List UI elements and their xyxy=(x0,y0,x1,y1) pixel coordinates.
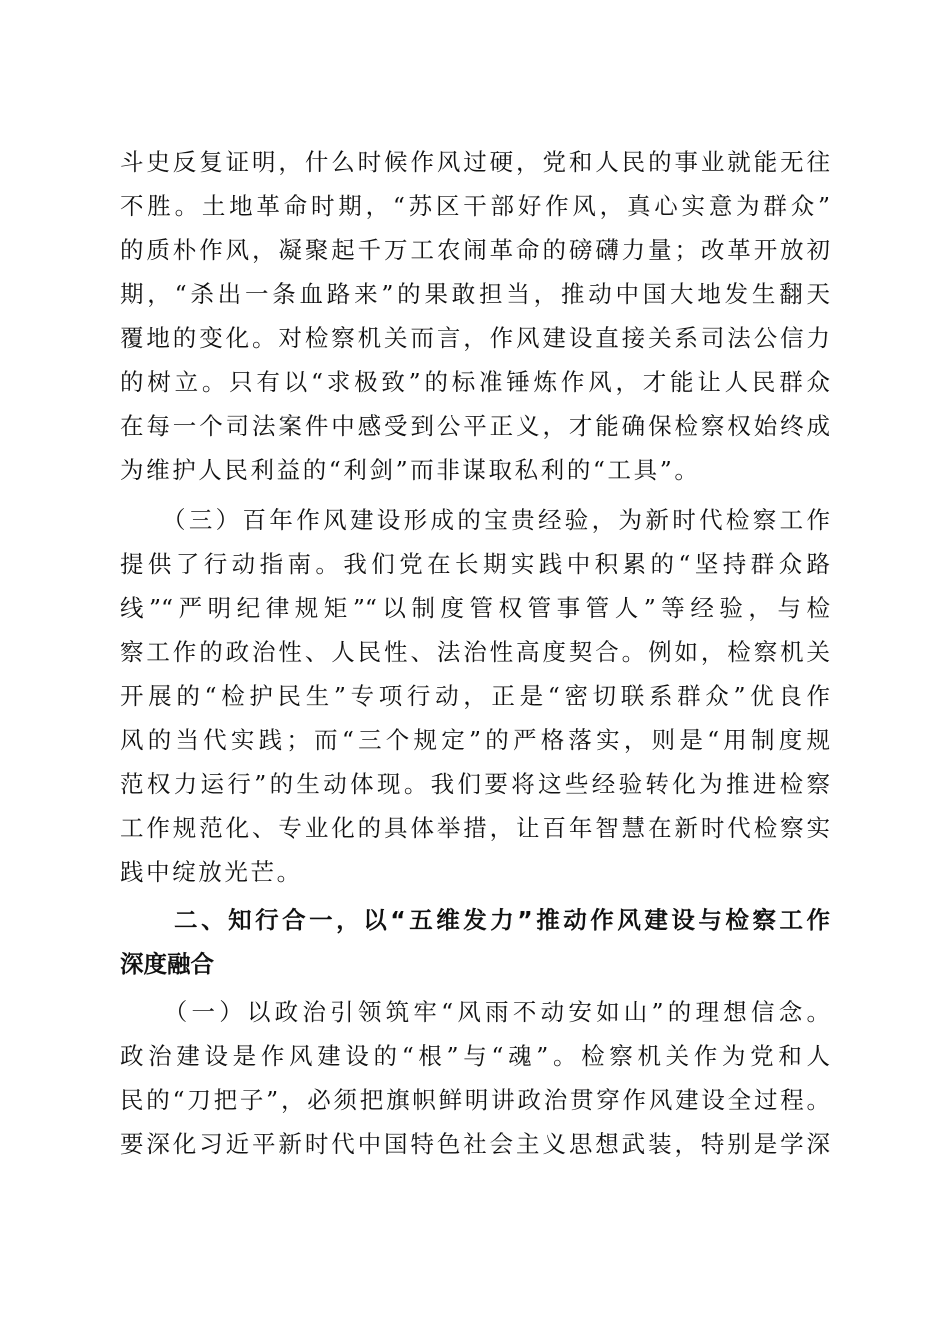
text-line: 期，“杀出一条血路来”的果敢担当，推动中国大地发生翻天 xyxy=(120,280,830,308)
text-line: 开展的“检护民生”专项行动，正是“密切联系群众”优良作 xyxy=(120,682,830,710)
text-line: 的树立。只有以“求极致”的标准锤炼作风，才能让人民群众 xyxy=(120,368,830,396)
text-line: 的质朴作风，凝聚起千万工农闹革命的磅礴力量；改革开放初 xyxy=(120,236,830,264)
text-line: （一）以政治引领筑牢“风雨不动安如山”的理想信念。 xyxy=(120,998,830,1026)
text-line: 在每一个司法案件中感受到公平正义，才能确保检察权始终成 xyxy=(120,412,830,440)
text-line: 提供了行动指南。我们党在长期实践中积累的“坚持群众路 xyxy=(120,550,830,578)
text-line: 民的“刀把子”，必须把旗帜鲜明讲政治贯穿作风建设全过程。 xyxy=(120,1086,830,1114)
text-line: 政治建设是作风建设的“根”与“魂”。检察机关作为党和人 xyxy=(120,1042,830,1070)
section-heading: 深度融合 xyxy=(120,950,214,978)
text-line: 践中绽放光芒。 xyxy=(120,858,303,886)
text-line: 要深化习近平新时代中国特色社会主义思想武装，特别是学深 xyxy=(120,1130,830,1158)
text-line: 覆地的变化。对检察机关而言，作风建设直接关系司法公信力 xyxy=(120,324,830,352)
text-line: 工作规范化、专业化的具体举措，让百年智慧在新时代检察实 xyxy=(120,814,830,842)
text-line: 范权力运行”的生动体现。我们要将这些经验转化为推进检察 xyxy=(120,770,830,798)
text-line: （三）百年作风建设形成的宝贵经验，为新时代检察工作 xyxy=(120,506,830,534)
section-heading: 二、知行合一，以“五维发力”推动作风建设与检察工作 xyxy=(120,906,830,934)
text-line: 风的当代实践；而“三个规定”的严格落实，则是“用制度规 xyxy=(120,726,830,754)
text-line: 线”“严明纪律规矩”“以制度管权管事管人”等经验，与检 xyxy=(120,594,830,622)
text-line: 察工作的政治性、人民性、法治性高度契合。例如，检察机关 xyxy=(120,638,830,666)
text-line: 为维护人民利益的“利剑”而非谋取私利的“工具”。 xyxy=(120,456,701,484)
text-line: 不胜。土地革命时期，“苏区干部好作风，真心实意为群众” xyxy=(120,192,830,220)
text-line: 斗史反复证明，什么时候作风过硬，党和人民的事业就能无往 xyxy=(120,148,830,176)
